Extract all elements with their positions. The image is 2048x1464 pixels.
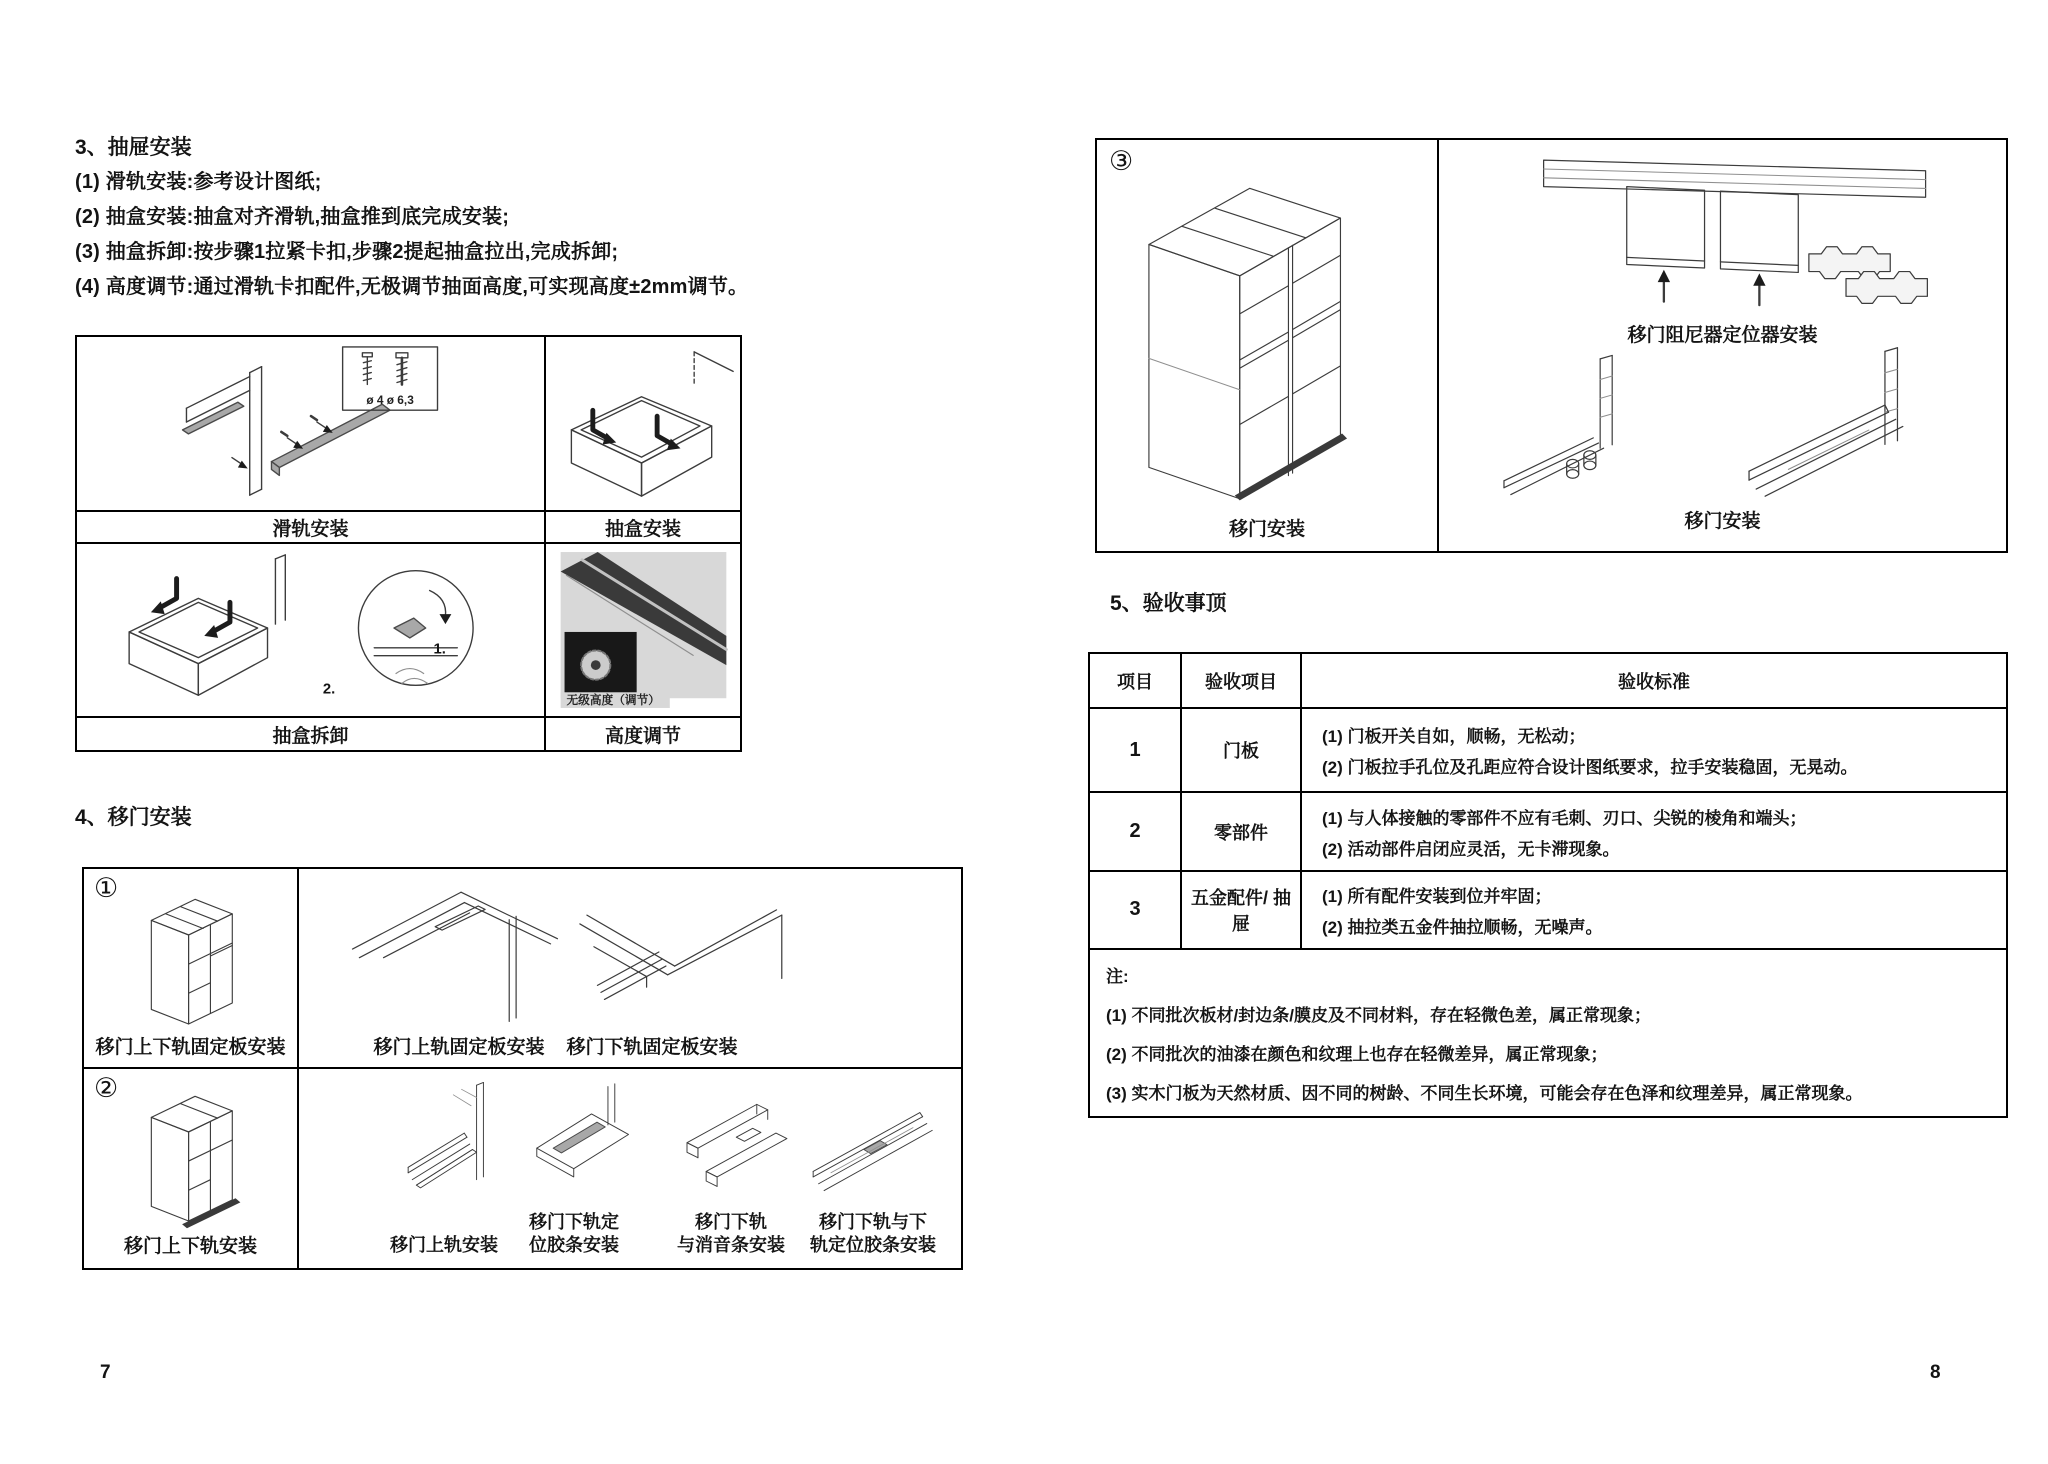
row1-no: 1 xyxy=(1090,709,1182,791)
header-item-no: 项目 xyxy=(1090,654,1182,707)
section3-item-2: (2) 抽盒安装:抽盒对齐滑轨,抽盒推到底完成安装; xyxy=(75,206,510,228)
cell-track-details xyxy=(299,1067,961,1268)
caption-rail-strip-line1: 移门下轨与下 xyxy=(819,1211,927,1232)
caption-drawer-box: 抽盒安装 xyxy=(546,510,740,542)
bottom-track-fixing-diagram xyxy=(544,873,844,1031)
section3-item-3: (3) 抽盒拆卸:按步骤1拉紧卡扣,步骤2提起抽盒拉出,完成拆卸; xyxy=(75,241,619,263)
cell-drawer-box xyxy=(546,337,740,542)
acceptance-table xyxy=(1088,652,2008,1118)
caption-height-adjust: 高度调节 xyxy=(546,716,740,750)
drawer-removal-diagram xyxy=(81,545,541,715)
sliding-door-table xyxy=(82,867,963,1270)
door-bottom-track-diagram xyxy=(1719,346,1974,498)
acceptance-row-3 xyxy=(1090,872,2006,950)
header-item-name: 验收项目 xyxy=(1182,654,1302,707)
cell-drawer-removal xyxy=(77,542,546,750)
row3-no: 3 xyxy=(1090,872,1182,948)
door-roller-diagram xyxy=(1479,352,1699,498)
step1-label: 1. xyxy=(433,641,446,658)
height-adjust-photo xyxy=(547,545,739,715)
caption-top-track-install: 移门上轨安装 xyxy=(390,1235,498,1256)
caption-rail-strip-line2: 轨定位胶条安装 xyxy=(810,1235,936,1256)
row3-item: 五金配件/ 抽屉 xyxy=(1182,872,1302,948)
bottom-strip-diagram xyxy=(504,1077,664,1207)
caption-slide-rail: 滑轨安装 xyxy=(77,510,544,542)
wardrobe-cell xyxy=(1097,140,1439,551)
caption-damper-positioner: 移门阻尼器定位器安装 xyxy=(1627,325,1818,346)
door-details-cell xyxy=(1439,140,2006,551)
caption-door-install: 移门安装 xyxy=(1684,511,1761,532)
page-number-left: 7 xyxy=(100,1362,111,1383)
caption-top-track-fixing: 移门上轨固定板安装 xyxy=(373,1037,545,1058)
wardrobe-doors-diagram xyxy=(1112,152,1417,507)
caption-rail-strip xyxy=(789,1211,957,1259)
row2-no: 2 xyxy=(1090,793,1182,869)
row1-criterion-2: (2) 门板拉手孔位及孔距应符合设计图纸要求，拉手安装稳固，无晃动。 xyxy=(1322,758,1858,778)
badge-1: ① xyxy=(94,873,119,903)
caption-bottom-strip xyxy=(499,1211,649,1259)
cell-top-bottom-fixing xyxy=(299,869,961,1067)
wardrobe-rail-diagram xyxy=(106,1079,276,1231)
wardrobe-frame-diagram xyxy=(106,881,276,1031)
cell-height-adjust xyxy=(546,542,740,750)
row2-item: 零部件 xyxy=(1182,793,1302,869)
acceptance-row-2 xyxy=(1090,793,2006,871)
notes-label: 注: xyxy=(1106,967,1129,987)
section5-title: 5、验收事顶 xyxy=(1110,592,1227,615)
caption-bottom-track-fixing: 移门下轨固定板安装 xyxy=(566,1037,738,1058)
section3-text-block xyxy=(75,130,835,305)
section3-item-4: (4) 高度调节:通过滑轨卡扣配件,无极调节抽面高度,可实现高度±2mm调节。 xyxy=(75,276,749,298)
note-2: (2) 不同批次的油漆在颜色和纹理上也存在轻微差异，属正常现象； xyxy=(1106,1045,1608,1065)
cell-track-fixing-board xyxy=(84,869,299,1067)
acceptance-header-row xyxy=(1090,654,2006,709)
cell-slide-rail xyxy=(77,337,546,542)
acceptance-notes xyxy=(1090,950,2006,1116)
caption-bottom-strip-line2: 位胶条安装 xyxy=(529,1235,619,1256)
section3-item-1: (1) 滑轨安装:参考设计图纸; xyxy=(75,171,322,193)
row2-criterion-2: (2) 活动部件启闭应灵活，无卡滞现象。 xyxy=(1322,839,1620,859)
stepless-height-label: 无级高度（调节） xyxy=(566,694,661,708)
caption-track-install: 移门上下轨安装 xyxy=(123,1236,257,1257)
section3-title: 3、抽屉安装 xyxy=(75,136,192,159)
note-1: (1) 不同批次板材/封边条/膜皮及不同材料，存在轻微色差，属正常现象； xyxy=(1106,1006,1651,1026)
caption-silencer-line2: 与消音条安装 xyxy=(677,1235,785,1256)
caption-bottom-strip-line1: 移门下轨定 xyxy=(529,1211,619,1232)
row3-criteria xyxy=(1302,872,2006,948)
row3-criterion-1: (1) 所有配件安装到位并牢固； xyxy=(1322,886,1552,906)
cell-track-install xyxy=(84,1067,299,1268)
header-criteria: 验收标准 xyxy=(1618,671,1690,692)
row2-criteria xyxy=(1302,793,2006,869)
drawer-install-table xyxy=(75,335,742,752)
slide-rail-diagram xyxy=(81,339,541,509)
section4-title: 4、移门安装 xyxy=(75,806,192,829)
drawer-box-diagram xyxy=(548,340,738,508)
damper-positioner-diagram xyxy=(1474,146,1974,314)
caption-silencer-strip xyxy=(651,1211,811,1259)
acceptance-row-1 xyxy=(1090,709,2006,793)
badge-3: ③ xyxy=(1109,146,1134,176)
caption-wardrobe-doors: 移门安装 xyxy=(1228,519,1305,540)
rail-strip-diagram xyxy=(787,1077,957,1207)
sliding-door-figure-box xyxy=(1095,138,2008,553)
row1-criterion-1: (1) 门板开关自如，顺畅，无松动； xyxy=(1322,727,1586,747)
note-3: (3) 实木门板为天然材质、因不同的树龄、不同生长环境，可能会存在色泽和纹理差异，属正常现象。 xyxy=(1106,1084,1863,1104)
badge-2: ② xyxy=(94,1073,119,1103)
caption-silencer-line1: 移门下轨 xyxy=(695,1211,767,1232)
row3-criterion-2: (2) 抽拉类五金件抽拉顺畅，无噪声。 xyxy=(1322,917,1603,937)
caption-track-fixing-board: 移门上下轨固定板安装 xyxy=(95,1037,286,1058)
page-number-right: 8 xyxy=(1930,1362,1941,1383)
row2-criterion-1: (1) 与人体接触的零部件不应有毛刺、刃口、尖锐的棱角和端头； xyxy=(1322,808,1807,828)
caption-drawer-removal: 抽盒拆卸 xyxy=(77,716,544,750)
screw-size-label: ø 4 ø 6,3 xyxy=(365,392,414,407)
step2-label: 2. xyxy=(322,681,335,698)
row1-item: 门板 xyxy=(1182,709,1302,791)
row1-criteria xyxy=(1302,709,2006,791)
